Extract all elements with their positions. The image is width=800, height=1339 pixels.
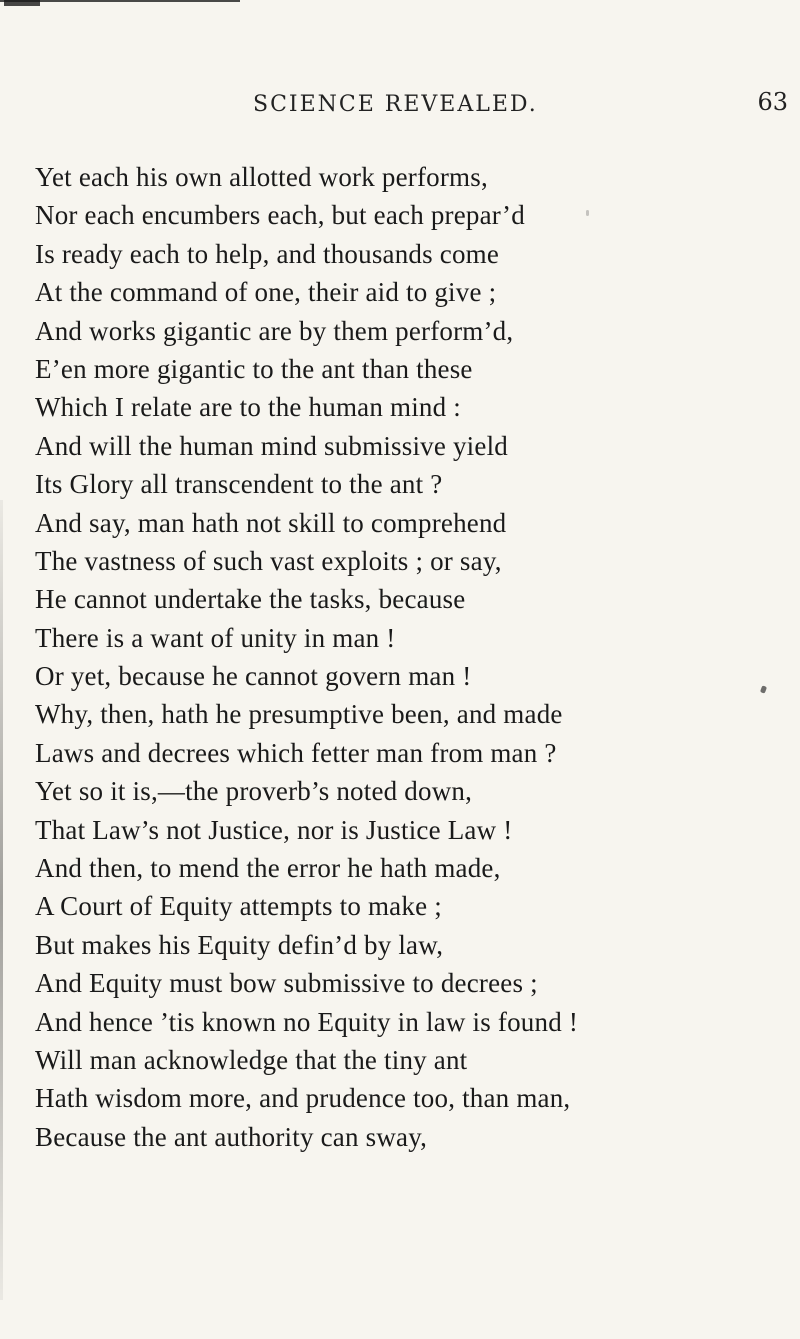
poem-line: That Law’s not Justice, nor is Justice Law ! — [35, 814, 513, 845]
page-header — [0, 88, 800, 122]
poem-line: At the command of one, their aid to give ; — [35, 277, 497, 308]
poem-line: Laws and decrees which fetter man from man ? — [35, 737, 557, 768]
poem-line: And will the human mind submissive yield — [35, 430, 508, 461]
poem-line: There is a want of unity in man ! — [35, 622, 396, 653]
poem-line: He cannot undertake the tasks, because — [35, 584, 466, 615]
running-title: SCIENCE REVEALED. — [253, 92, 538, 117]
poem-line: And Equity must bow submissive to decrees ; — [35, 968, 538, 999]
poem-line: A Court of Equity attempts to make ; — [35, 891, 442, 922]
poem-line: E’en more gigantic to the ant than these — [35, 353, 473, 384]
poem-line: Yet each his own allotted work performs, — [35, 162, 488, 192]
poem-line: Which I relate are to the human mind : — [35, 392, 461, 423]
poem-line: Is ready each to help, and thousands come — [35, 238, 500, 269]
ink-speck — [586, 210, 589, 216]
poem-line: And hence ’tis known no Equity in law is found ! — [35, 1006, 579, 1037]
page-number: 63 — [757, 88, 788, 116]
top-edge-mark — [4, 0, 40, 6]
poem-line: Nor each encumbers each, but each prepar’d — [35, 200, 525, 231]
poem-line: Why, then, hath he presumptive been, and made — [35, 699, 563, 730]
poem-line: The vastness of such vast exploits ; or say, — [35, 545, 502, 576]
poem-line: Yet so it is,—the proverb’s noted down, — [35, 776, 473, 807]
binding-shadow — [0, 500, 3, 1300]
poem-line: And say, man hath not skill to comprehend — [35, 507, 507, 538]
poem-line: Will man acknowledge that the tiny ant — [35, 1044, 468, 1075]
poem-line: Hath wisdom more, and prudence too, than man, — [35, 1083, 571, 1114]
poem-line: Or yet, because he cannot govern man ! — [35, 661, 472, 692]
poem-line: And then, to mend the error he hath made, — [35, 853, 501, 884]
poem-line: And works gigantic are by them perform’d, — [35, 315, 514, 346]
poem-line: Because the ant authority can sway, — [35, 1121, 428, 1152]
poem-text — [35, 158, 790, 1156]
poem-line: But makes his Equity defin’d by law, — [35, 929, 444, 960]
poem-line: Its Glory all transcendent to the ant ? — [35, 469, 443, 500]
